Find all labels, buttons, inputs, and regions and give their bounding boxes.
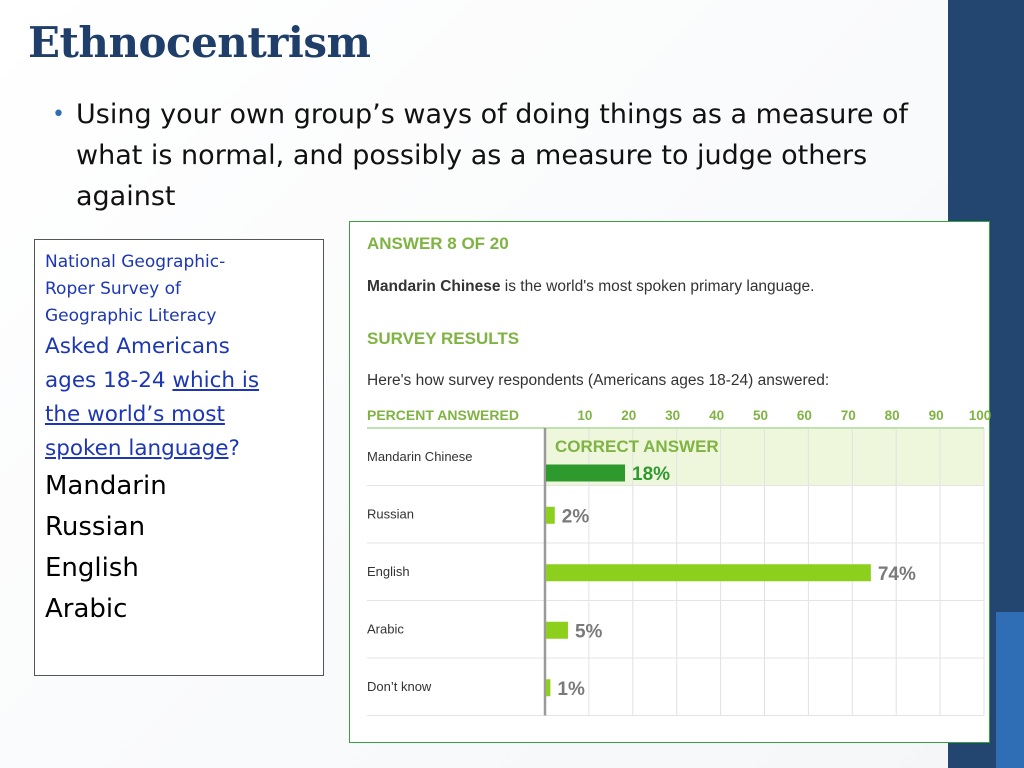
question-link-part-3[interactable]: spoken language <box>45 436 229 461</box>
category-label: English <box>367 563 410 579</box>
category-label: Russian <box>367 506 414 522</box>
survey-source <box>45 249 313 330</box>
x-tick-label: 90 <box>928 408 944 423</box>
answer-option-arabic: Arabic <box>45 594 128 624</box>
x-tick-label: 100 <box>968 408 992 423</box>
category-label: Arabic <box>367 621 404 637</box>
percent-header: PERCENT ANSWERED <box>367 407 519 423</box>
x-tick-label: 60 <box>796 408 812 423</box>
answer-header: ANSWER 8 OF 20 <box>367 234 509 253</box>
question-line-3 <box>45 398 313 432</box>
x-tick-label: 30 <box>665 408 681 423</box>
value-label: 74% <box>877 563 916 585</box>
bullet-dot-icon: • <box>52 102 65 127</box>
bar-mandarin-chinese <box>546 465 625 482</box>
x-tick-label: 40 <box>709 408 725 423</box>
fact-text <box>367 278 814 295</box>
survey-source-line-2: Roper Survey of <box>45 279 182 299</box>
value-label: 1% <box>557 678 585 700</box>
survey-results-panel <box>349 221 990 743</box>
survey-question-box <box>34 239 324 676</box>
answer-option-mandarin: Mandarin <box>45 471 167 501</box>
respondents-text: Here's how survey respondents (Americans ages 18-24) answered: <box>367 372 830 389</box>
answer-option-english: English <box>45 553 139 583</box>
right-decor-accent <box>996 612 1024 768</box>
value-label: 2% <box>561 506 590 528</box>
question-link-part-2[interactable]: the world’s most <box>45 402 225 427</box>
category-label: Don’t know <box>367 678 432 694</box>
value-label: 5% <box>574 621 603 643</box>
survey-source-line-3: Geographic Literacy <box>45 306 217 326</box>
x-tick-label: 80 <box>884 408 900 423</box>
bar-don-t-know <box>546 679 550 696</box>
slide-title: Ethnocentrism <box>28 18 371 67</box>
bar-arabic <box>546 622 568 639</box>
x-tick-label: 70 <box>840 408 856 423</box>
question-prefix: ages 18-24 <box>45 368 166 393</box>
x-tick-label: 20 <box>621 408 637 423</box>
correct-answer-label: CORRECT ANSWER <box>555 437 719 456</box>
question-line-2 <box>45 364 313 398</box>
value-label: 18% <box>632 464 671 485</box>
definition-text: Using your own group’s ways of doing things as a measure of what is normal, and possibly as a measure to judge others against <box>76 99 909 212</box>
survey-question <box>45 330 313 466</box>
definition-bullet <box>52 94 932 217</box>
plot-area <box>367 408 991 716</box>
question-line-4 <box>45 432 313 466</box>
question-link-part-1[interactable]: which is <box>172 368 260 393</box>
question-mark: ? <box>228 436 240 461</box>
category-label: Mandarin Chinese <box>367 448 473 464</box>
bar-russian <box>546 507 555 524</box>
question-line-1: Asked Americans <box>45 334 230 359</box>
x-tick-label: 50 <box>752 408 769 423</box>
survey-chart-svg <box>350 222 992 742</box>
bar-english <box>546 564 871 581</box>
results-header: SURVEY RESULTS <box>367 329 520 348</box>
fact-rest: is the world's most spoken primary language. <box>500 278 815 295</box>
fact-bold: Mandarin Chinese <box>367 278 501 295</box>
x-tick-label: 10 <box>577 408 593 423</box>
answer-option-russian: Russian <box>45 512 146 542</box>
survey-source-line-1: National Geographic- <box>45 252 226 272</box>
